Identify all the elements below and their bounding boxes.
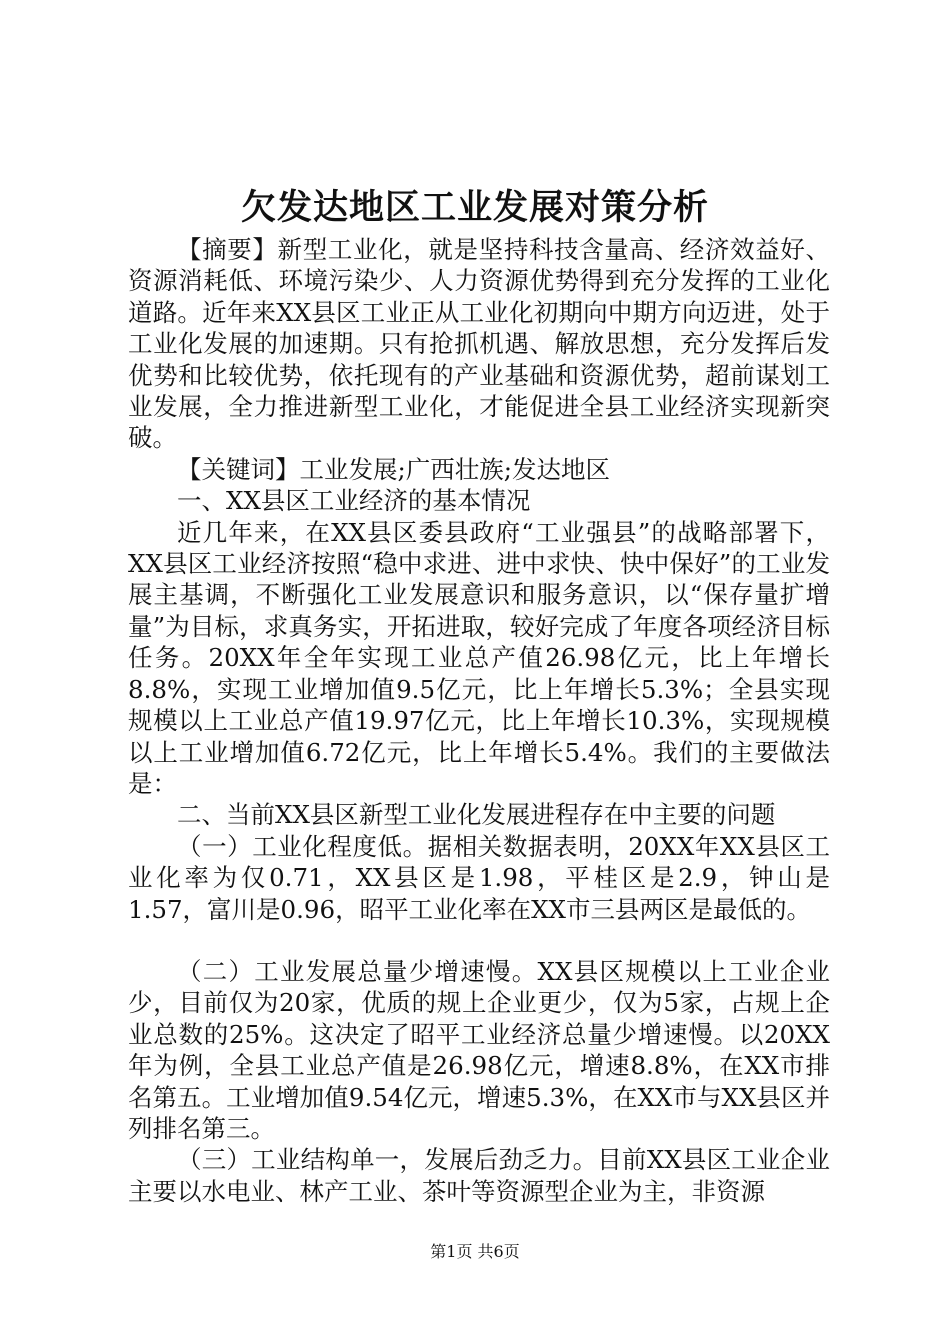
keywords-paragraph: 【关键词】工业发展;广西壮族;发达地区	[177, 454, 611, 484]
body-paragraph: （一）工业化程度低。据相关数据表明，20XX年XX县区工业化率为仅0.71，XX县区是1.98，平桂区是2.9，钟山是1.57，富川是0.96，昭平工业化率在XX市三县两区是最低的。	[128, 831, 830, 924]
body-paragraph: （二）工业发展总量少增速慢。XX县区规模以上工业企业少，目前仅为20家，优质的规上企业更少，仅为5家，占规上企业总数的25%。这决定了昭平工业经济总量少增速慢。以20XX年为例，全县工业总产值是26.98亿元，增速8.8%，在XX市排名第五。工业增加值9.54亿元，增速5.3%，在XX市与XX县区并列排名第三。	[128, 956, 830, 1143]
document-body	[128, 234, 830, 1207]
abstract-paragraph: 【摘要】新型工业化，就是坚持科技含量高、经济效益好、资源消耗低、环境污染少、人力资源优势得到充分发挥的工业化道路。近年来XX县区工业正从工业化初期向中期方向迈进，处于工业化发展的加速期。只有抢抓机遇、解放思想，充分发挥后发优势和比较优势，依托现有的产业基础和资源优势，超前谋划工业发展，全力推进新型工业化，才能促进全县工业经济实现新突破。	[128, 235, 830, 453]
section-heading-1: 一、XX县区工业经济的基本情况	[177, 486, 531, 516]
page-number-footer: 第1页 共6页	[430, 1242, 520, 1261]
document-title: 欠发达地区工业发展对策分析	[240, 187, 709, 228]
section-heading-2: 二、当前XX县区新型工业化发展进程存在中主要的问题	[177, 800, 776, 830]
body-paragraph: 近几年来，在XX县区委县政府“工业强县”的战略部署下，XX县区工业经济按照“稳中求进、进中求快、快中保好”的工业发展主基调，不断强化工业发展意识和服务意识，以“保存量扩增量”为目标，求真务实，开拓进取，较好完成了年度各项经济目标任务。20XX年全年实现工业总产值26.98亿元，比上年增长8.8%，实现工业增加值9.5亿元，比上年增长5.3%；全县实现规模以上工业总产值19.97亿元，比上年增长10.3%，实现规模以上工业增加值6.72亿元，比上年增长5.4%。我们的主要做法是：	[128, 517, 830, 798]
body-paragraph: （三）工业结构单一，发展后劲乏力。目前XX县区工业企业主要以水电业、林产工业、茶叶等资源型企业为主，非资源	[128, 1145, 830, 1206]
